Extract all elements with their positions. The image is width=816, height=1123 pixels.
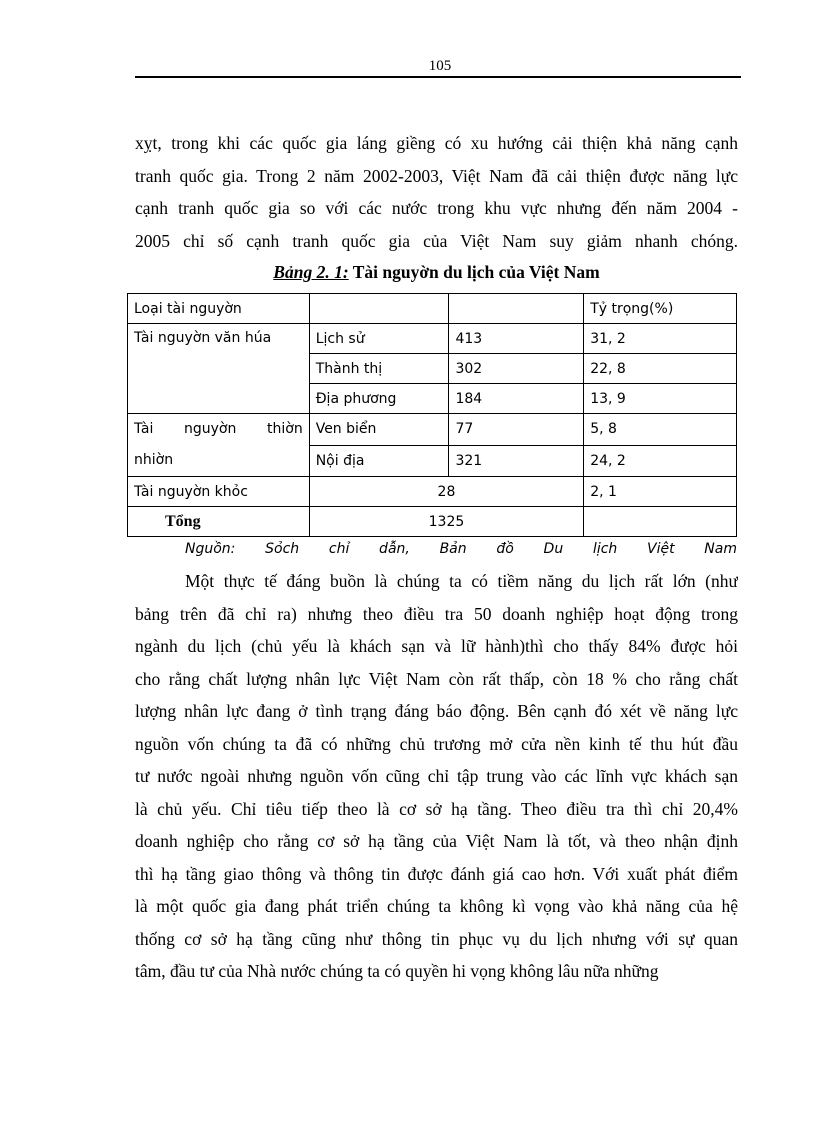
table-source: Nguồn: Sỏch chỉ dẫn, Bản đồ Du lịch Việt Nam <box>185 541 737 557</box>
table-header-cell <box>309 294 449 324</box>
page-number: 105 <box>428 58 452 74</box>
group-nature-line: Tài nguyờn thiờn <box>134 421 303 437</box>
text-line: thống cơ sở hạ tầng cũng như thông tin phục vụ du lịch nhưng với sự quan <box>135 928 738 949</box>
table-cell: 302 <box>449 354 584 384</box>
text-line: tranh quốc gia. Trong 2 năm 2002-2003, Việt Nam đã cải thiện được năng lực <box>135 165 738 186</box>
table-cell: Địa phương <box>309 384 449 414</box>
body-paragraph <box>135 565 738 988</box>
text-line: tư nước ngoài nhưng nguồn vốn cũng chỉ tập trung vào các lĩnh vực khách sạn <box>135 766 738 786</box>
table-header-cell: Tỷ trọng(%) <box>584 294 737 324</box>
table-cell: 2, 1 <box>584 477 737 507</box>
text-line: nguồn vốn chúng ta đã có những chủ trương mở cửa nền kinh tế thu hút đầu <box>135 733 738 754</box>
header-rule <box>135 76 741 78</box>
text-line: thì hạ tầng giao thông và thông tin được đánh giá cao hơn. Với xuất phát điểm <box>135 863 738 884</box>
table-cell: 22, 8 <box>584 354 737 384</box>
table-row <box>128 294 737 324</box>
intro-paragraph <box>135 127 738 257</box>
text-line: là một quốc gia đang phát triển chúng ta không kì vọng vào khả năng của hệ <box>135 896 738 916</box>
text-line: cạnh tranh quốc gia so với các nước trong khu vực nhưng đến năm 2004 - <box>135 198 738 218</box>
text-line: lượng nhân lực đang ở tình trạng đáng báo động. Bên cạnh đó xét về năng lực <box>135 701 738 721</box>
group-nature-line: nhiờn <box>134 452 174 468</box>
resource-table <box>127 293 737 537</box>
text-line: tâm, đầu tư của Nhà nước chúng ta có quyền hi vọng không lâu nữa những <box>135 961 659 981</box>
table-cell: 5, 8 <box>584 414 737 446</box>
group-culture-cell: Tài nguyờn văn húa <box>128 324 310 414</box>
text-line: doanh nghiệp cho rằng cơ sở hạ tầng của Việt Nam là tốt, và theo nhận định <box>135 831 738 851</box>
text-line: là chủ yếu. Chỉ tiêu tiếp theo là cơ sở hạ tầng. Theo điều tra thì chỉ 20,4% <box>135 798 738 819</box>
table-cell: Thành thị <box>309 354 449 384</box>
table-row <box>128 324 737 354</box>
table-caption <box>135 262 738 283</box>
table-row <box>128 414 737 446</box>
table-cell: 24, 2 <box>584 445 737 477</box>
table-row <box>128 507 737 537</box>
table-cell: 321 <box>449 445 584 477</box>
table-header-cell: Loại tài nguyờn <box>128 294 310 324</box>
table-cell: 77 <box>449 414 584 446</box>
table-cell: Nội địa <box>309 445 449 477</box>
text-line: ngành du lịch (chủ yếu là khách sạn và lữ hành)thì cho thấy 84% được hỏi <box>135 636 738 656</box>
table-cell: 31, 2 <box>584 324 737 354</box>
total-count-cell: 1325 <box>309 507 584 537</box>
table-cell: 28 <box>309 477 584 507</box>
total-share-cell <box>584 507 737 537</box>
table-header-cell <box>449 294 584 324</box>
group-nature-cell <box>128 414 310 477</box>
table-cell: Tài nguyờn khỏc <box>128 477 310 507</box>
total-label-cell: Tổng <box>128 507 310 537</box>
table-cell: 184 <box>449 384 584 414</box>
text-line: 2005 chỉ số cạnh tranh quốc gia của Việt Nam suy giảm nhanh chóng. <box>135 230 738 251</box>
table-caption-title: Tài nguyờn du lịch của Việt Nam <box>352 262 600 282</box>
table-cell: 413 <box>449 324 584 354</box>
text-line: xỵt, trong khi các quốc gia láng giềng có xu hướng cải thiện khả năng cạnh <box>135 133 738 153</box>
text-line: bảng trên đã chỉ ra) nhưng theo điều tra 50 doanh nghiệp hoạt động trong <box>135 603 738 624</box>
table-cell: 13, 9 <box>584 384 737 414</box>
table-row <box>128 477 737 507</box>
table-caption-label: Bảng 2. 1: <box>273 262 349 282</box>
table-cell: Ven biển <box>309 414 449 446</box>
table-cell: Lịch sử <box>309 324 449 354</box>
text-line: Một thực tế đáng buồn là chúng ta có tiềm năng du lịch rất lớn (như <box>185 571 738 591</box>
text-line: cho rằng chất lượng nhân lực Việt Nam còn rất thấp, còn 18 % cho rằng chất <box>135 668 738 689</box>
